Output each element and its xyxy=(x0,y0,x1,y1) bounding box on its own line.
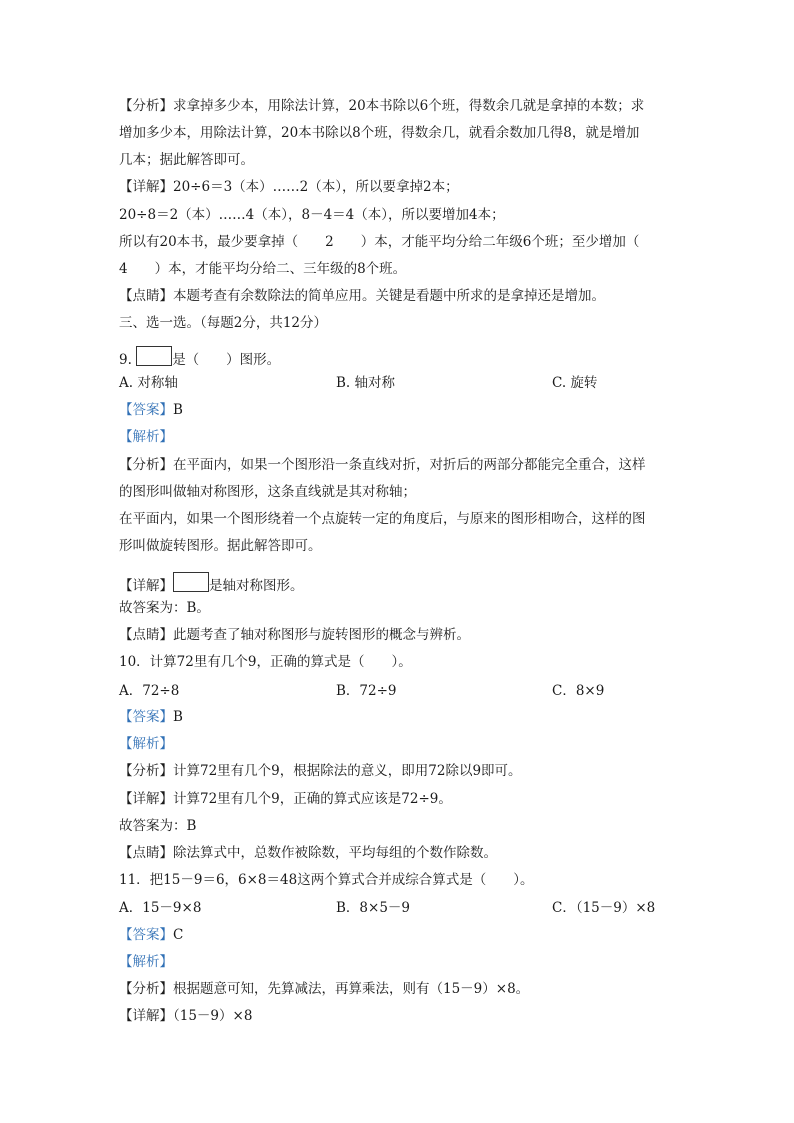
option-c: C．（15－9）×8 xyxy=(552,900,656,916)
option-a: A．72÷8 xyxy=(119,683,180,699)
analysis-line: 几本；据此解答即可。 xyxy=(119,152,254,168)
option-b: B. 轴对称 xyxy=(336,375,396,391)
analysis-line: 【分析】求拿掉多少本，用除法计算，20本书除以6个班，得数余几就是拿掉的本数；求 xyxy=(119,98,645,114)
option-a: A．15－9×8 xyxy=(119,900,202,916)
answer-line xyxy=(119,708,183,726)
option-a: A. 对称轴 xyxy=(119,375,178,391)
analysis-line: 【分析】在平面内，如果一个图形沿一条直线对折，对折后的两部分都能完全重合，这样 xyxy=(119,457,646,473)
detail-prefix: 【详解】 xyxy=(119,578,173,594)
jiexi-label: 【解析】 xyxy=(119,429,173,445)
analysis-line: 的图形叫做轴对称图形，这条直线就是其对称轴； xyxy=(119,484,416,500)
final-answer: 故答案为：B。 xyxy=(119,600,210,616)
answer-value: B xyxy=(173,709,183,725)
detail-line: 20÷8＝2（本）……4（本），8－4＝4（本），所以要增加4本； xyxy=(119,207,505,223)
answer-line xyxy=(119,401,183,419)
analysis-line: 【分析】根据题意可知，先算减法，再算乘法，则有（15－9）×8。 xyxy=(119,981,530,997)
question-11-stem: 11．把15－9＝6，6×8＝48这两个算式合并成综合算式是（ ）。 xyxy=(119,872,534,888)
jiexi-label: 【解析】 xyxy=(119,736,173,752)
detail-line: 【详解】（15－9）×8 xyxy=(119,1008,253,1024)
jiexi-label: 【解析】 xyxy=(119,954,173,970)
detail-line: 4 ）本，才能平均分给二、三年级的8个班。 xyxy=(119,261,407,277)
question-number: 9. xyxy=(119,352,132,368)
section-title: 三、选一选。（每题2分，共12分） xyxy=(119,315,328,331)
analysis-line: 增加多少本，用除法计算，20本书除以8个班，得数余几，就看余数加几得8，就是增加 xyxy=(119,125,640,141)
question-9-stem xyxy=(119,346,280,369)
answer-value: B xyxy=(173,402,183,418)
detail-line: 【详解】计算72里有几个9，正确的算式应该是72÷9。 xyxy=(119,791,452,807)
analysis-line: 在平面内，如果一个图形绕着一个点旋转一定的角度后，与原来的图形相吻合，这样的图 xyxy=(119,511,646,527)
analysis-line: 【分析】计算72里有几个9，根据除法的意义，即用72除以9即可。 xyxy=(119,763,522,779)
rectangle-figure xyxy=(173,572,209,592)
question-10-stem: 10．计算72里有几个9，正确的算式是（ ）。 xyxy=(119,654,412,670)
option-c: C．8×9 xyxy=(552,683,605,699)
final-answer: 故答案为：B xyxy=(119,818,197,834)
answer-label: 【答案】 xyxy=(119,402,173,418)
analysis-line: 形叫做旋转图形。据此解答即可。 xyxy=(119,538,322,554)
answer-label: 【答案】 xyxy=(119,709,173,725)
detail-line: 【详解】20÷6＝3（本）……2（本），所以要拿掉2本； xyxy=(119,179,459,195)
detail-line xyxy=(119,572,304,595)
answer-line xyxy=(119,926,183,944)
detail-text: 是轴对称图形。 xyxy=(209,578,304,594)
option-b: B．72÷9 xyxy=(336,683,397,699)
comment-line: 【点睛】本题考查有余数除法的简单应用。关键是看题中所求的是拿掉还是增加。 xyxy=(119,288,605,304)
answer-value: C xyxy=(173,927,184,943)
comment-line: 【点睛】此题考查了轴对称图形与旋转图形的概念与辨析。 xyxy=(119,627,470,643)
comment-line: 【点睛】除法算式中，总数作被除数，平均每组的个数作除数。 xyxy=(119,845,497,861)
answer-label: 【答案】 xyxy=(119,927,173,943)
rectangle-figure xyxy=(136,346,172,366)
option-c: C. 旋转 xyxy=(552,375,598,391)
question-stem-text: 是（ ）图形。 xyxy=(172,352,281,368)
option-b: B．8×5－9 xyxy=(336,900,410,916)
detail-line: 所以有20本书，最少要拿掉（ 2 ）本，才能平均分给二年级6个班；至少增加（ xyxy=(119,234,640,250)
